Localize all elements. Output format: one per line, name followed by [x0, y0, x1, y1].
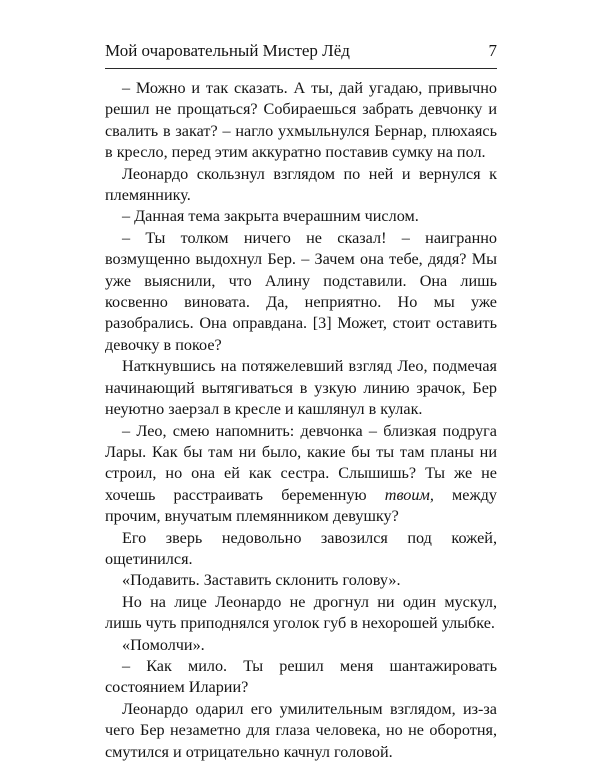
body-text [105, 78, 497, 763]
running-header [105, 40, 497, 66]
paragraph-text: между прочим, внучатым племянником девушку? [105, 485, 497, 526]
paragraph: – Как мило. Ты решил меня шантажировать состоянием Иларии? [105, 656, 497, 697]
paragraph: – Ты толком ничего не сказал! – наигранно возмущенно выдохнул Бер. – Зачем она тебе, дядя? Мы уже выяснили, что Алину подставили. Она лишь косвенно виновата. Да, неприятно. Но мы уже разобрались. Она оправдана. [3] Может, стоит оставить девочку в покое? [105, 228, 497, 354]
paragraph-text: – Лео, смею напомнить: девчонка – близкая подруга Лары. Как бы там ни было, какие бы ты там планы ни строил, но она ей как сестра. Слышишь? Ты же не хочешь расстраивать беременную [105, 421, 497, 504]
paragraph: Леонардо одарил его умилительным взглядом, из-за чего Бер незаметно для глаза человека, но не оборотня, смутился и отрицательно качнул головой. [105, 699, 497, 761]
paragraph: «Подавить. Заставить склонить голову». [122, 571, 401, 590]
paragraph: Леонардо скользнул взглядом по ней и вернулся к племяннику. [105, 164, 497, 205]
paragraph: Его зверь недовольно завозился под кожей, ощетинился. [105, 528, 497, 568]
paragraph: Наткнувшись на потяжелевший взгляд Лео, подмечая начинающий вытягиваться в узкую линию зрачок, Бер неуютно заерзал в кресле и кашлянул в кулак. [105, 357, 497, 419]
book-title: Мой очаровательный Мистер Лёд [105, 41, 350, 60]
paragraph: – Можно и так сказать. А ты, дай угадаю, привычно решил не прощаться? Собираешься забрать девчонку и свалить в закат? – нагло ухмыльнулся Бернар, плюхаясь в кресло, перед этим аккуратно поставив сумку на пол. [105, 79, 497, 162]
italic-word: твоим, [384, 485, 434, 504]
paragraph [105, 421, 497, 528]
page-number: 7 [488, 41, 497, 60]
paragraph: «Помолчи». [122, 635, 205, 654]
paragraph: Но на лице Леонардо не дрогнул ни один мускул, лишь чуть приподнялся уголок губ в нехорошей улыбке. [105, 592, 497, 633]
paragraph: – Данная тема закрыта вчерашним числом. [122, 207, 419, 226]
header-rule [105, 68, 497, 69]
